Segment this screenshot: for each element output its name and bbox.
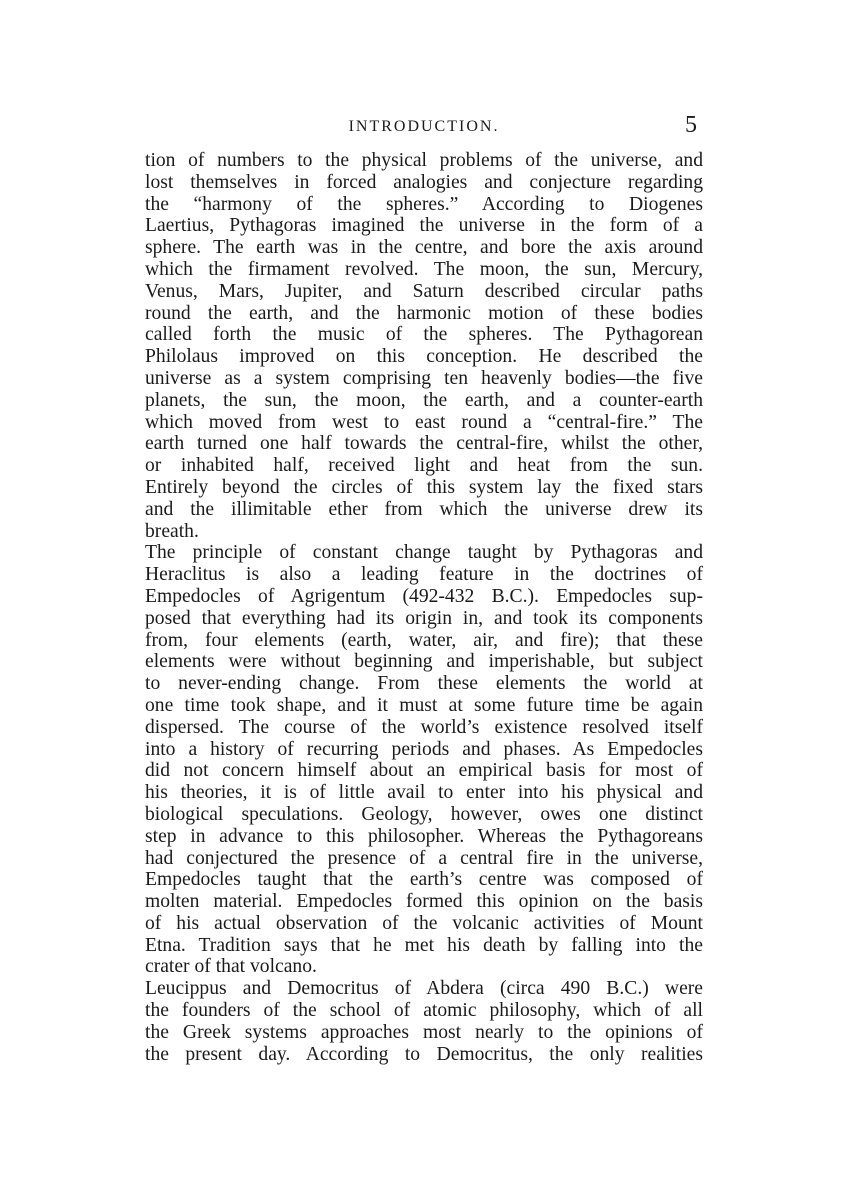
text-line: universe as a system comprising ten heavenly bodies—the five: [145, 367, 703, 389]
text-line: the founders of the school of atomic philosophy, which of all: [145, 1000, 703, 1022]
text-line: dispersed. The course of the world’s existence resolved itself: [145, 716, 703, 738]
text-line: Laertius, Pythagoras imagined the universe in the form of a: [145, 215, 703, 237]
running-title: INTRODUCTION.: [348, 118, 500, 135]
text-line: Empedocles taught that the earth’s centre was composed of: [145, 869, 703, 891]
text-line: biological speculations. Geology, however, owes one distinct: [145, 803, 703, 825]
text-line: which the firmament revolved. The moon, the sun, Mercury,: [145, 258, 703, 280]
text-line: elements were without beginning and imperishable, but subject: [145, 651, 703, 673]
text-line: lost themselves in forced analogies and conjecture regarding: [145, 171, 703, 193]
text-line: the Greek systems approaches most nearly to the opinions of: [145, 1021, 703, 1043]
text-line: the “harmony of the spheres.” According to Diogenes: [145, 193, 703, 215]
text-line: which moved from west to east round a “central-fire.” The: [145, 411, 703, 433]
text-line: Leucippus and Democritus of Abdera (circa 490 B.C.) were: [145, 978, 703, 1000]
text-line: to never-ending change. From these elements the world at: [145, 673, 703, 695]
page-number: 5: [685, 112, 697, 138]
text-line: planets, the sun, the moon, the earth, and a counter-earth: [145, 389, 703, 411]
paragraph-pythagoreans: [145, 150, 703, 542]
text-line: Empedocles of Agrigentum (492-432 B.C.). Empedocles sup-: [145, 585, 703, 607]
text-line: Venus, Mars, Jupiter, and Saturn described circular paths: [145, 280, 703, 302]
text-line: sphere. The earth was in the centre, and bore the axis around: [145, 237, 703, 259]
text-line: Philolaus improved on this conception. He described the: [145, 346, 703, 368]
text-line: tion of numbers to the physical problems of the universe, and: [145, 150, 703, 171]
text-line: had conjectured the presence of a central fire in the universe,: [145, 847, 703, 869]
text-line: round the earth, and the harmonic motion of these bodies: [145, 302, 703, 324]
paragraph-atomists: [145, 978, 703, 1065]
text-line: crater of that volcano.: [145, 956, 317, 978]
paragraph-empedocles: [145, 542, 703, 978]
text-line: or inhabited half, received light and heat from the sun.: [145, 455, 703, 477]
text-line: of his actual observation of the volcanic activities of Mount: [145, 912, 703, 934]
text-line: molten material. Empedocles formed this opinion on the basis: [145, 891, 703, 913]
text-line: The principle of constant change taught by Pythagoras and: [145, 542, 703, 564]
text-line: from, four elements (earth, water, air, and fire); that these: [145, 629, 703, 651]
text-line: Etna. Tradition says that he met his death by falling into the: [145, 934, 703, 956]
text-line: one time took shape, and it must at some future time be again: [145, 694, 703, 716]
text-line: did not concern himself about an empirical basis for most of: [145, 760, 703, 782]
text-line: his theories, it is of little avail to enter into his physical and: [145, 782, 703, 804]
running-head: [145, 112, 703, 146]
text-line: posed that everything had its origin in, and took its components: [145, 607, 703, 629]
text-line: Entirely beyond the circles of this system lay the fixed stars: [145, 476, 703, 498]
text-line: the present day. According to Democritus, the only realities: [145, 1043, 703, 1065]
text-line: breath.: [145, 520, 199, 542]
text-line: earth turned one half towards the central-fire, whilst the other,: [145, 433, 703, 455]
text-line: Heraclitus is also a leading feature in the doctrines of: [145, 564, 703, 586]
text-line: into a history of recurring periods and phases. As Empedocles: [145, 738, 703, 760]
book-page: [145, 112, 703, 1065]
text-line: called forth the music of the spheres. The Pythagorean: [145, 324, 703, 346]
text-line: step in advance to this philosopher. Whereas the Pythagoreans: [145, 825, 703, 847]
text-line: and the illimitable ether from which the universe drew its: [145, 498, 703, 520]
